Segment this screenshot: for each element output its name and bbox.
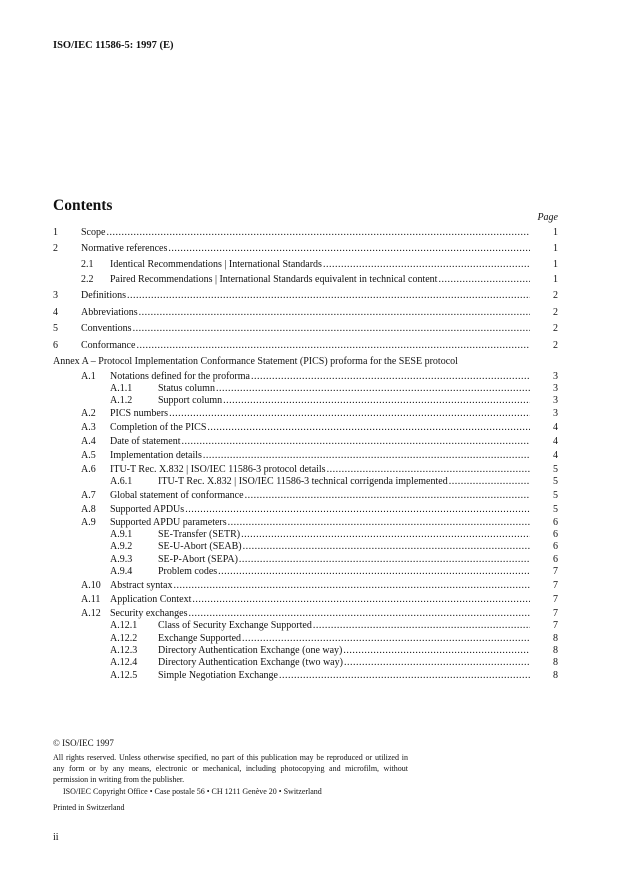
toc-number: 2.2 — [81, 274, 94, 285]
document-id: ISO/IEC 11586-5: 1997 (E) — [53, 40, 174, 51]
toc-title: SE-P-Abort (SEPA) — [158, 554, 238, 565]
toc-entry-a2[interactable] — [53, 407, 558, 420]
toc-number: 1 — [53, 227, 58, 238]
toc-number: A.5 — [81, 450, 96, 461]
toc-title: Class of Security Exchange Supported — [158, 620, 312, 631]
toc-title: Implementation details — [110, 450, 202, 461]
toc-entry-5[interactable] — [53, 322, 558, 335]
toc-title: Application Context — [110, 594, 192, 605]
toc-entry-a9-4[interactable] — [53, 565, 558, 578]
toc-page: 7 — [553, 594, 558, 605]
toc-number: 2 — [53, 243, 58, 254]
toc-title: Security exchanges — [110, 608, 188, 619]
toc-title: Notations defined for the proforma — [110, 371, 250, 382]
printed-in: Printed in Switzerland — [53, 803, 125, 812]
toc-title: SE-U-Abort (SEAB) — [158, 541, 242, 552]
toc-title: Directory Authentication Exchange (two way) — [158, 657, 343, 668]
toc-number: A.2 — [81, 408, 96, 419]
toc-title: Normative references — [81, 243, 168, 254]
toc-entry-a5[interactable] — [53, 449, 558, 462]
toc-page: 6 — [553, 554, 558, 565]
toc-title: Simple Negotiation Exchange — [158, 670, 278, 681]
toc-entry-a9-2[interactable] — [53, 540, 558, 553]
toc-page: 8 — [553, 657, 558, 668]
toc-title: Problem codes — [158, 566, 218, 577]
toc-title: Exchange Supported — [158, 633, 242, 644]
toc-entry-2-1[interactable] — [53, 258, 558, 271]
toc-number: A.12 — [81, 608, 101, 619]
toc-number: 5 — [53, 323, 58, 334]
toc-page: 4 — [553, 436, 558, 447]
toc-number: 6 — [53, 340, 58, 351]
toc-entry-1[interactable] — [53, 226, 558, 239]
toc-page: 2 — [553, 290, 558, 301]
toc-title: Conformance — [81, 340, 136, 351]
toc-number: A.9.2 — [110, 541, 133, 552]
toc-page: 8 — [553, 633, 558, 644]
toc-page: 2 — [553, 323, 558, 334]
toc-number: A.8 — [81, 504, 96, 515]
toc-number: 2.1 — [81, 259, 94, 270]
toc-page: 1 — [553, 227, 558, 238]
toc-entry-4[interactable] — [53, 306, 558, 319]
toc-title: Support column — [158, 395, 223, 406]
toc-page: 2 — [553, 340, 558, 351]
toc-annex-a[interactable] — [53, 355, 558, 368]
toc-page: 6 — [553, 529, 558, 540]
toc-entry-a6-1[interactable] — [53, 475, 558, 488]
toc-number: A.1.2 — [110, 395, 133, 406]
toc-number: A.6 — [81, 464, 96, 475]
toc-entry-3[interactable] — [53, 289, 558, 302]
toc-number: 4 — [53, 307, 58, 318]
toc-page: 6 — [553, 541, 558, 552]
toc-entry-2[interactable] — [53, 242, 558, 255]
toc-page: 5 — [553, 476, 558, 487]
toc-number: A.12.4 — [110, 657, 138, 668]
page-number: ii — [53, 832, 59, 843]
toc-entry-a10[interactable] — [53, 579, 558, 592]
toc-title: Abstract syntax — [110, 580, 173, 591]
toc-title: Supported APDU parameters — [110, 517, 227, 528]
toc-page: 1 — [553, 243, 558, 254]
toc-number: 3 — [53, 290, 58, 301]
toc-number: A.12.2 — [110, 633, 138, 644]
toc-title: Conventions — [81, 323, 132, 334]
toc-title: ITU-T Rec. X.832 | ISO/IEC 11586-3 protocol details — [110, 464, 326, 475]
copyright-line: © ISO/IEC 1997 — [53, 738, 114, 748]
toc-title: Definitions — [81, 290, 126, 301]
toc-title: Scope — [81, 227, 106, 238]
toc-entry-a12-1[interactable] — [53, 619, 558, 632]
toc-number: A.1.1 — [110, 383, 133, 394]
annex-a-title: Annex A – Protocol Implementation Conformance Statement (PICS) proforma for the SESE protocol — [53, 356, 458, 367]
toc-page: 3 — [553, 408, 558, 419]
toc-page: 7 — [553, 580, 558, 591]
toc-entry-a12-5[interactable] — [53, 669, 558, 682]
toc-page: 7 — [553, 608, 558, 619]
toc-title: PICS numbers — [110, 408, 169, 419]
toc-page: 5 — [553, 504, 558, 515]
page-column-label: Page — [537, 212, 558, 223]
toc-page: 6 — [553, 517, 558, 528]
contents-heading: Contents — [53, 197, 113, 214]
toc-title: Abbreviations — [81, 307, 138, 318]
toc-number: A.12.1 — [110, 620, 138, 631]
toc-number: A.12.3 — [110, 645, 138, 656]
toc-entry-a3[interactable] — [53, 421, 558, 434]
toc-page: 8 — [553, 670, 558, 681]
toc-page: 3 — [553, 395, 558, 406]
toc-entry-a11[interactable] — [53, 593, 558, 606]
toc-entry-a8[interactable] — [53, 503, 558, 516]
toc-page: 3 — [553, 371, 558, 382]
toc-title: Supported APDUs — [110, 504, 185, 515]
toc-page: 8 — [553, 645, 558, 656]
toc-number: A.6.1 — [110, 476, 133, 487]
toc-number: A.12.5 — [110, 670, 138, 681]
copyright-office-address: ISO/IEC Copyright Office • Case postale 56 • CH 1211 Genève 20 • Switzerland — [63, 787, 322, 796]
toc-number: A.9.3 — [110, 554, 133, 565]
toc-title: Completion of the PICS — [110, 422, 207, 433]
toc-title: Date of statement — [110, 436, 181, 447]
toc-entry-a12-4[interactable] — [53, 656, 558, 669]
toc-number: A.7 — [81, 490, 96, 501]
toc-number: A.3 — [81, 422, 96, 433]
toc-title: ITU-T Rec. X.832 | ISO/IEC 11586-3 technical corrigenda implemented — [158, 476, 448, 487]
toc-entry-6[interactable] — [53, 339, 558, 352]
toc-page: 1 — [553, 274, 558, 285]
toc-number: A.11 — [81, 594, 101, 605]
toc-page: 5 — [553, 464, 558, 475]
toc-number: A.9 — [81, 517, 96, 528]
toc-page: 1 — [553, 259, 558, 270]
toc-page: 3 — [553, 383, 558, 394]
toc-page: 7 — [553, 620, 558, 631]
toc-title: Identical Recommendations | International Standards — [110, 259, 322, 270]
toc-number: A.1 — [81, 371, 96, 382]
toc-title: Global statement of conformance — [110, 490, 244, 501]
toc-title: Status column — [158, 383, 215, 394]
toc-entry-a1-2[interactable] — [53, 394, 558, 407]
toc-title: SE-Transfer (SETR) — [158, 529, 241, 540]
toc-number: A.9.1 — [110, 529, 133, 540]
toc-number: A.4 — [81, 436, 96, 447]
toc-page: 7 — [553, 566, 558, 577]
toc-page: 2 — [553, 307, 558, 318]
toc-entry-2-2[interactable] — [53, 273, 558, 286]
toc-page: 4 — [553, 450, 558, 461]
toc-title: Paired Recommendations | International Standards equivalent in technical content — [110, 274, 438, 285]
toc-page: 5 — [553, 490, 558, 501]
toc-number: A.9.4 — [110, 566, 133, 577]
toc-title: Directory Authentication Exchange (one way) — [158, 645, 343, 656]
toc-number: A.10 — [81, 580, 101, 591]
rights-notice: All rights reserved. Unless otherwise specified, no part of this publication may be reproduced or utilized in any form or by any means, electronic or mechanical, including photocopying and microfilm, without permission in writing from the publisher. — [53, 753, 408, 784]
toc-entry-a7[interactable] — [53, 489, 558, 502]
toc-page: 4 — [553, 422, 558, 433]
toc-entry-a4[interactable] — [53, 435, 558, 448]
